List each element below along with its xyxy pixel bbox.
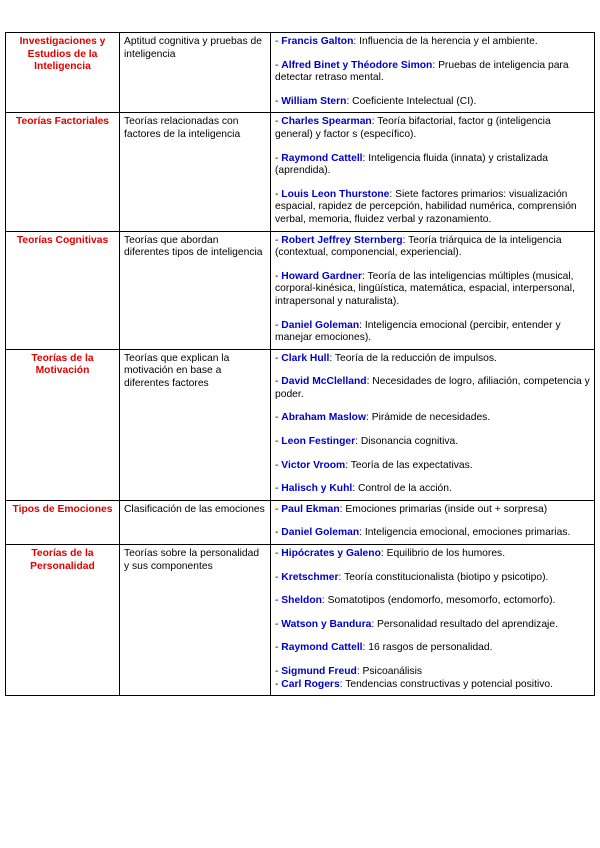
author-name: Louis Leon Thurstone: [281, 188, 390, 200]
author-contribution: : Influencia de la herencia y el ambiente.: [353, 36, 538, 47]
table-row: [6, 500, 595, 544]
author-contribution: : Inteligencia emocional (percibir, entender y manejar emociones).: [275, 319, 561, 344]
table-row: [6, 113, 595, 231]
authors-cell: [271, 231, 595, 349]
author-entry: - Daniel Goleman: Inteligencia emocional, emociones primarias.: [275, 527, 571, 539]
author-contribution: : Siete factores primarios: visualización espacial, rapidez de percepción, habilidad numérica, comprensión verbal, memoria, fluidez verbal y razonamiento.: [275, 188, 577, 225]
author-name: Robert Jeffrey Sternberg: [281, 234, 403, 246]
author-entry: - David McClelland: Necesidades de logro, afiliación, competencia y poder.: [275, 376, 590, 400]
author-contribution: : Equilibrio de los humores.: [380, 548, 506, 560]
author-name: Kretschmer: [281, 571, 339, 583]
author-contribution: : Disonancia cognitiva.: [355, 436, 459, 448]
author-entry: - Raymond Cattell: 16 rasgos de personalidad.: [275, 642, 493, 654]
author-contribution: : Teoría constitucionalista (biotipo y psicotipo).: [338, 571, 549, 583]
author-name: Raymond Cattell: [281, 642, 363, 654]
author-contribution: : Pruebas de inteligencia para detectar retraso mental.: [275, 59, 569, 84]
author-name: Alfred Binet y Théodore Simon: [281, 59, 433, 71]
author-entry: - Carl Rogers: Tendencias constructivas y potencial positivo.: [275, 678, 553, 690]
author-contribution: : Pirámide de necesidades.: [365, 412, 491, 424]
author-entry: - Sheldon: Somatotipos (endomorfo, mesomorfo, ectomorfo).: [275, 595, 556, 607]
author-name: Daniel Goleman: [281, 527, 360, 539]
author-entry: - Sigmund Freud: Psicoanálisis: [275, 666, 423, 677]
category-cell: Tipos de Emociones: [6, 500, 120, 544]
author-entry: - Raymond Cattell: Inteligencia fluida (innata) y cristalizada (aprendida).: [275, 152, 548, 177]
author-name: Paul Ekman: [281, 503, 340, 515]
author-name: Leon Festinger: [281, 436, 356, 448]
description-cell: Teorías sobre la personalidad y sus componentes: [120, 545, 271, 696]
author-entry: - Paul Ekman: Emociones primarias (inside out + sorpresa): [275, 503, 548, 515]
author-name: Halisch y Kuhl: [281, 483, 353, 495]
category-cell: Teorías Cognitivas: [6, 231, 120, 349]
author-contribution: : 16 rasgos de personalidad.: [362, 642, 493, 654]
authors-cell: [271, 349, 595, 500]
author-name: Daniel Goleman: [281, 319, 360, 331]
author-name: Howard Gardner: [281, 270, 362, 282]
author-contribution: : Inteligencia emocional, emociones primarias.: [359, 527, 571, 539]
author-contribution: : Emociones primarias (inside out + sorpresa): [339, 503, 548, 515]
author-entry: - Daniel Goleman: Inteligencia emocional (percibir, entender y manejar emociones).: [275, 319, 561, 344]
author-name: Sheldon: [281, 595, 322, 607]
author-name: William Stern: [281, 95, 347, 107]
author-contribution: : Necesidades de logro, afiliación, competencia y poder.: [275, 376, 590, 400]
category-cell: Teorías de la Personalidad: [6, 545, 120, 696]
author-contribution: : Teoría de la reducción de impulsos.: [329, 352, 497, 364]
description-cell: Teorías que explican la motivación en base a diferentes factores: [120, 349, 271, 500]
description-cell: Clasificación de las emociones: [120, 500, 271, 544]
description-cell: Teorías que abordan diferentes tipos de inteligencia: [120, 231, 271, 349]
author-contribution: : Teoría triárquica de la inteligencia (contextual, componencial, experiencial).: [275, 234, 562, 259]
author-name: Sigmund Freud: [281, 666, 357, 677]
category-cell: Teorías de la Motivación: [6, 349, 120, 500]
author-contribution: : Teoría de las expectativas.: [345, 459, 473, 471]
author-entry: - Alfred Binet y Théodore Simon: Pruebas de inteligencia para detectar retraso mental.: [275, 59, 569, 84]
author-contribution: : Inteligencia fluida (innata) y cristalizada (aprendida).: [275, 152, 548, 177]
author-contribution: : Teoría de las inteligencias múltiples (musical, corporal-kinésica, lingüística, matemática, espacial, interpersonal, intrapersonal y naturalista).: [275, 270, 575, 307]
description-cell: Aptitud cognitiva y pruebas de inteligencia: [120, 33, 271, 113]
author-contribution: : Teoría bifactorial, factor g (inteligencia general) y factor s (específico).: [275, 116, 551, 140]
author-contribution: : Coeficiente Intelectual (CI).: [346, 95, 477, 107]
author-contribution: : Control de la acción.: [352, 483, 452, 495]
authors-cell: [271, 545, 595, 696]
author-entry: - Leon Festinger: Disonancia cognitiva.: [275, 436, 459, 448]
author-entry: - Watson y Bandura: Personalidad resultado del aprendizaje.: [275, 618, 558, 630]
author-entry: - Clark Hull: Teoría de la reducción de impulsos.: [275, 352, 497, 364]
author-entry: - Hipócrates y Galeno: Equilibrio de los humores.: [275, 548, 506, 560]
table-row: [6, 349, 595, 500]
author-name: Victor Vroom: [281, 459, 346, 471]
author-name: Charles Spearman: [281, 116, 372, 128]
author-name: Clark Hull: [281, 352, 330, 364]
author-entry: - William Stern: Coeficiente Intelectual (CI).: [275, 95, 477, 107]
category-cell: Investigaciones y Estudios de la Inteligencia: [6, 33, 120, 113]
author-entry: - Kretschmer: Teoría constitucionalista (biotipo y psicotipo).: [275, 571, 549, 583]
author-entry: - Charles Spearman: Teoría bifactorial, factor g (inteligencia general) y factor s (específico).: [275, 116, 551, 140]
table-row: [6, 33, 595, 113]
author-entry: - Robert Jeffrey Sternberg: Teoría triárquica de la inteligencia (contextual, componencial, experiencial).: [275, 234, 562, 259]
category-cell: Teorías Factoriales: [6, 113, 120, 231]
author-name: Hipócrates y Galeno: [281, 548, 381, 560]
authors-cell: [271, 33, 595, 113]
author-entry: - Louis Leon Thurstone: Siete factores primarios: visualización espacial, rapidez de percepción, habilidad numérica, comprensión verbal, memoria, fluidez verbal y razonamiento.: [275, 188, 577, 225]
author-contribution: : Somatotipos (endomorfo, mesomorfo, ectomorfo).: [321, 595, 556, 607]
author-entry: - Abraham Maslow: Pirámide de necesidades.: [275, 412, 491, 424]
author-entry: - Francis Galton: Influencia de la herencia y el ambiente.: [275, 36, 538, 47]
description-cell: Teorías relacionadas con factores de la inteligencia: [120, 113, 271, 231]
author-name: Francis Galton: [281, 36, 354, 47]
theories-table: [5, 32, 595, 696]
author-contribution: : Personalidad resultado del aprendizaje.: [371, 618, 558, 630]
author-name: Watson y Bandura: [281, 618, 372, 630]
author-entry: - Victor Vroom: Teoría de las expectativas.: [275, 459, 473, 471]
author-name: Abraham Maslow: [281, 412, 366, 424]
table-row: [6, 231, 595, 349]
authors-cell: [271, 500, 595, 544]
author-name: David McClelland: [281, 376, 367, 388]
author-contribution: : Tendencias constructivas y potencial positivo.: [339, 678, 553, 690]
author-entry: - Howard Gardner: Teoría de las inteligencias múltiples (musical, corporal-kinésica, lingüística, matemática, espacial, interpersonal, intrapersonal y naturalista).: [275, 270, 575, 307]
author-name: Carl Rogers: [281, 678, 340, 690]
authors-cell: [271, 113, 595, 231]
author-contribution: : Psicoanálisis: [356, 666, 423, 677]
table-row: [6, 545, 595, 696]
author-entry: - Halisch y Kuhl: Control de la acción.: [275, 483, 452, 495]
author-name: Raymond Cattell: [281, 152, 363, 164]
